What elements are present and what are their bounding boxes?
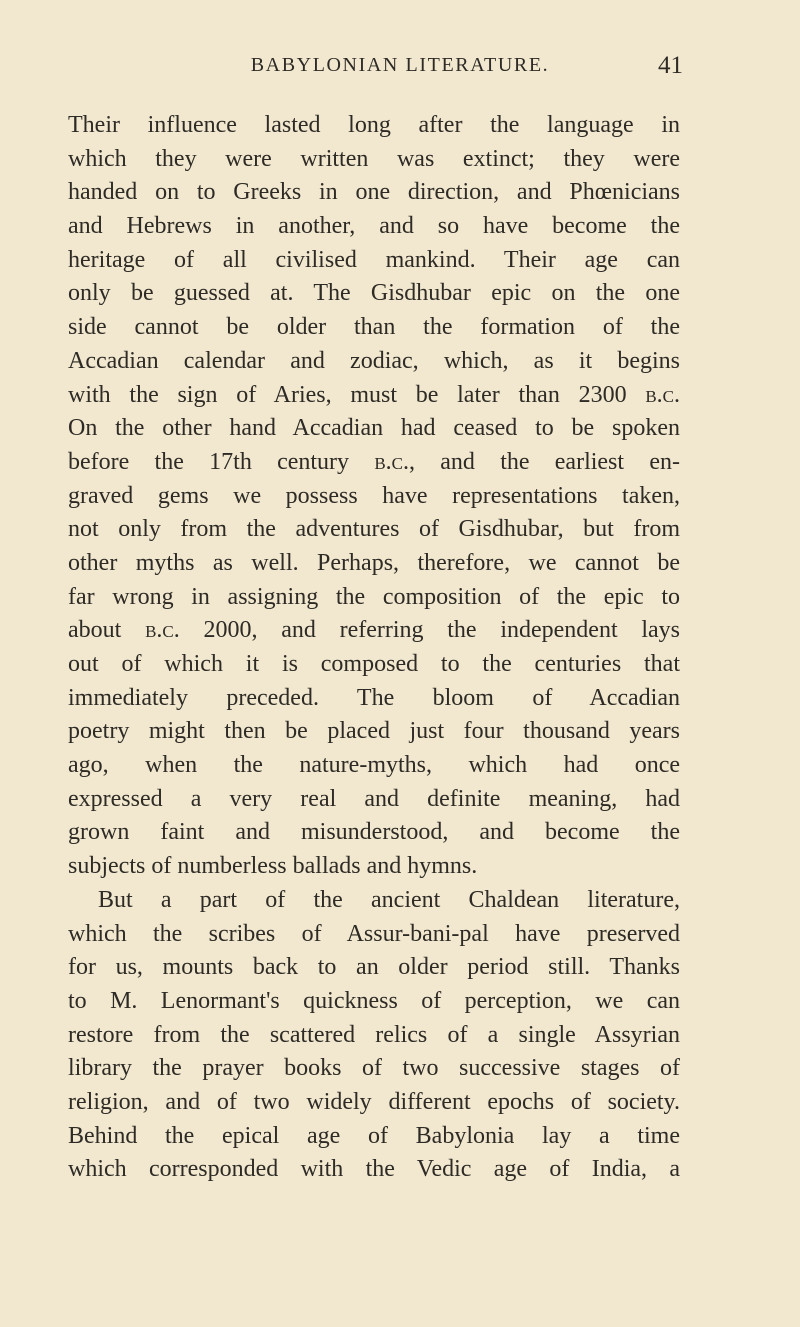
- text-line: far wrong in assigning the composition of the epic to: [68, 583, 680, 610]
- text-line: which they were written was extinct; they were: [68, 145, 680, 172]
- body-text: [68, 109, 680, 1187]
- text-line: handed on to Greeks in one direction, and Phœnicians: [68, 179, 680, 206]
- text-line: restore from the scattered relics of a single Assyrian: [68, 1021, 680, 1048]
- text-line: expressed a very real and definite meaning, had: [68, 785, 680, 812]
- text-line: which the scribes of Assur-bani-pal have preserved: [68, 920, 680, 947]
- text-line: which corresponded with the Vedic age of India, a: [68, 1156, 680, 1183]
- text-line: subjects of numberless ballads and hymns.: [68, 853, 478, 880]
- text-line: Behind the epical age of Babylonia lay a time: [68, 1122, 680, 1149]
- text-line: not only from the adventures of Gisdhubar, but from: [68, 516, 680, 543]
- text-line: before the 17th century b.c., and the earliest en-: [68, 448, 680, 475]
- text-line: other myths as well. Perhaps, therefore, we cannot be: [68, 549, 680, 576]
- text-line: with the sign of Aries, must be later than 2300 b.c.: [68, 381, 680, 408]
- running-head: BABYLONIAN LITERATURE.: [250, 54, 550, 76]
- text-line: out of which it is composed to the centuries that: [68, 651, 680, 677]
- text-line: side cannot be older than the formation of the: [68, 314, 680, 341]
- text-line: But a part of the ancient Chaldean literature,: [98, 886, 680, 913]
- era-abbreviation: b.c.: [645, 381, 680, 408]
- text-line: ago, when the nature-myths, which had once: [68, 752, 680, 779]
- text-line: and Hebrews in another, and so have become the: [68, 213, 680, 240]
- era-abbreviation: b.c.: [374, 448, 409, 475]
- text-line: Their influence lasted long after the language in: [68, 112, 680, 138]
- text-line: Accadian calendar and zodiac, which, as it begins: [68, 347, 680, 374]
- text-line: graved gems we possess have representations taken,: [68, 482, 680, 509]
- text-line: for us, mounts back to an older period still. Thanks: [68, 954, 680, 981]
- page-number: 41: [658, 52, 683, 79]
- text-line: library the prayer books of two successive stages of: [68, 1055, 680, 1082]
- text-line: heritage of all civilised mankind. Their age can: [68, 246, 680, 273]
- text-line: grown faint and misunderstood, and become the: [68, 819, 680, 846]
- text-line: religion, and of two widely different epochs of society.: [68, 1088, 680, 1115]
- text-line: poetry might then be placed just four thousand years: [68, 718, 680, 745]
- text-line: On the other hand Accadian had ceased to be spoken: [68, 415, 680, 442]
- era-abbreviation: b.c.: [145, 617, 180, 644]
- page-header: [0, 52, 800, 84]
- text-line: only be guessed at. The Gisdhubar epic on the one: [68, 280, 680, 307]
- text-line: immediately preceded. The bloom of Accadian: [68, 684, 680, 711]
- text-line: about b.c. 2000, and referring the independent lays: [68, 617, 680, 644]
- text-line: to M. Lenormant's quickness of perception, we can: [68, 987, 680, 1014]
